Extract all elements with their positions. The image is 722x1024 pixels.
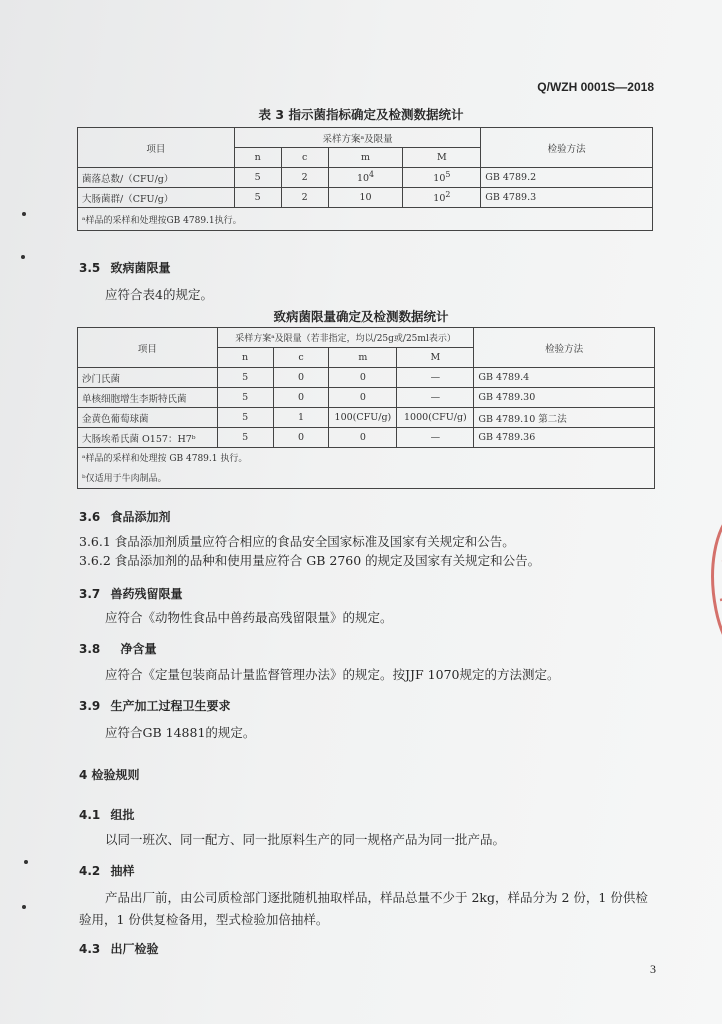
table3-note: ᵃ样品的采样和处理按GB 4789.1执行。 bbox=[78, 208, 653, 231]
table3-M-exp: 2 bbox=[445, 190, 451, 200]
section-number: 4.2 bbox=[79, 864, 101, 878]
table4-header-n: n bbox=[217, 348, 273, 368]
table3-cell-c: 2 bbox=[281, 168, 328, 188]
table3-cell-m bbox=[328, 168, 403, 188]
table3-m-exp: 4 bbox=[369, 170, 375, 180]
table4-cell-item: 金黄色葡萄球菌 bbox=[78, 408, 218, 428]
table4-header-M: M bbox=[397, 348, 474, 368]
red-seal-stamp bbox=[694, 500, 722, 660]
section-3-6-2-text: 3.6.2 食品添加剂的品种和使用量应符合 GB 2760 的规定及国家有关规定和公告。 bbox=[79, 553, 541, 568]
table4 bbox=[77, 327, 655, 489]
section-4-2-heading bbox=[79, 862, 134, 879]
table4-cell-c: 0 bbox=[273, 388, 329, 408]
table4-cell-M: — bbox=[397, 368, 474, 388]
section-number: 4.1 bbox=[79, 808, 101, 822]
table4-cell-M: 1000(CFU/g) bbox=[397, 408, 474, 428]
table3-cell-item: 菌落总数/（CFU/g） bbox=[78, 168, 235, 188]
table4-cell-M: — bbox=[397, 388, 474, 408]
table-row bbox=[78, 428, 655, 448]
table3-cell-item: 大肠菌群/（CFU/g） bbox=[78, 188, 235, 208]
table3-header-item: 项目 bbox=[78, 128, 235, 168]
section-4-3-heading bbox=[79, 940, 158, 957]
table4-note-b: ᵇ仅适用于牛肉制品。 bbox=[78, 466, 655, 489]
table4-cell-n: 5 bbox=[217, 428, 273, 448]
table4-cell-c: 0 bbox=[273, 428, 329, 448]
table4-note-a: ᵃ样品的采样和处理按 GB 4789.1 执行。 bbox=[78, 448, 655, 467]
table4-cell-method: GB 4789.36 bbox=[474, 428, 655, 448]
scan-speck bbox=[21, 255, 25, 259]
table3-cell-n: 5 bbox=[234, 188, 281, 208]
table3-M-base: 10 bbox=[433, 193, 446, 205]
table4-caption: 致病菌限量确定及检测数据统计 bbox=[273, 309, 449, 324]
table3-m-base: 10 bbox=[359, 192, 372, 203]
table4-header-c: c bbox=[273, 348, 329, 368]
table4-cell-M: — bbox=[397, 428, 474, 448]
section-title: 组批 bbox=[110, 808, 135, 822]
table3-M-base: 10 bbox=[433, 173, 446, 185]
table3-m-base: 10 bbox=[356, 173, 370, 185]
table3-cell-c: 2 bbox=[281, 188, 328, 208]
table3-cell-M bbox=[403, 188, 481, 208]
section-3-9-text: 应符合GB 14881的规定。 bbox=[105, 725, 256, 740]
table4-cell-m: 0 bbox=[329, 388, 397, 408]
section-title: 净含量 bbox=[120, 642, 157, 656]
scan-speck bbox=[22, 905, 26, 909]
section-3-6-1-text: 3.6.1 食品添加剂质量应符合相应的食品安全国家标准及国家有关规定和公告。 bbox=[79, 534, 515, 549]
section-number: 4.3 bbox=[79, 942, 101, 956]
section-3-8-heading bbox=[79, 640, 156, 657]
table3-cell-n: 5 bbox=[234, 168, 281, 188]
section-number: 3.5 bbox=[79, 261, 101, 275]
table4-cell-method: GB 4789.30 bbox=[474, 388, 655, 408]
section-number: 3.6 bbox=[79, 510, 101, 524]
table-row bbox=[78, 168, 653, 188]
section-4-2-line1: 产品出厂前，由公司质检部门逐批随机抽取样品，样品总量不少于 2kg，样品分为 2 份，1 份供检 bbox=[105, 890, 648, 905]
section-title: 抽样 bbox=[110, 864, 135, 878]
scan-speck bbox=[22, 212, 26, 216]
section-4-1-text: 以同一班次、同一配方、同一批原料生产的同一规格产品为同一批产品。 bbox=[105, 832, 506, 847]
table-row bbox=[78, 368, 655, 388]
table4-cell-m: 0 bbox=[329, 368, 397, 388]
table4-cell-method: GB 4789.4 bbox=[474, 368, 655, 388]
table4-cell-n: 5 bbox=[217, 388, 273, 408]
standard-code: Q/WZH 0001S—2018 bbox=[537, 80, 654, 94]
section-3-5-heading bbox=[79, 259, 170, 276]
table4-cell-item: 单核细胞增生李斯特氏菌 bbox=[78, 388, 218, 408]
table3-header-m: m bbox=[328, 148, 403, 168]
section-number: 3.9 bbox=[79, 699, 101, 713]
section-3-7-text: 应符合《动物性食品中兽药最高残留限量》的规定。 bbox=[105, 610, 393, 625]
table3-header-c: c bbox=[281, 148, 328, 168]
table4-header-method: 检验方法 bbox=[474, 328, 655, 368]
section-3-7-heading bbox=[79, 585, 182, 602]
page-number: 3 bbox=[650, 962, 656, 976]
table-row bbox=[78, 188, 653, 208]
table4-cell-item: 大肠埃希氏菌 O157：H7ᵇ bbox=[78, 428, 218, 448]
section-4-2-line2: 验用，1 份供复检备用，型式检验加倍抽样。 bbox=[79, 912, 329, 927]
section-number: 3.7 bbox=[79, 587, 101, 601]
section-number: 3.8 bbox=[79, 642, 101, 656]
section-4-heading: 4 检验规则 bbox=[79, 768, 140, 782]
table3-header-M: M bbox=[403, 148, 481, 168]
table3-cell-method: GB 4789.3 bbox=[481, 188, 653, 208]
section-title: 生产加工过程卫生要求 bbox=[110, 699, 231, 713]
table3-cell-method: GB 4789.2 bbox=[481, 168, 653, 188]
table4-cell-m: 100(CFU/g) bbox=[329, 408, 397, 428]
table4-cell-c: 1 bbox=[273, 408, 329, 428]
table3 bbox=[77, 127, 653, 231]
scan-speck bbox=[24, 860, 28, 864]
table4-cell-n: 5 bbox=[217, 408, 273, 428]
section-4-1-heading bbox=[79, 806, 134, 823]
table4-cell-method: GB 4789.10 第二法 bbox=[474, 408, 655, 428]
section-3-8-text: 应符合《定量包装商品计量监督管理办法》的规定。按JJF 1070规定的方法测定。 bbox=[105, 667, 560, 682]
table4-header-item: 项目 bbox=[78, 328, 218, 368]
section-title: 食品添加剂 bbox=[110, 510, 171, 524]
table3-caption: 表 3 指示菌指标确定及检测数据统计 bbox=[258, 107, 464, 122]
table3-cell-m bbox=[328, 188, 403, 208]
table-row bbox=[78, 408, 655, 428]
table4-cell-c: 0 bbox=[273, 368, 329, 388]
section-3-6-heading bbox=[79, 508, 170, 525]
table4-cell-m: 0 bbox=[329, 428, 397, 448]
section-title: 兽药残留限量 bbox=[110, 587, 183, 601]
table3-M-exp: 5 bbox=[445, 170, 451, 180]
table4-header-plan: 采样方案ᵃ及限量（若非指定，均以/25g或/25ml表示） bbox=[217, 328, 474, 348]
section-3-9-heading bbox=[79, 697, 230, 714]
table3-cell-M bbox=[403, 168, 481, 188]
table-row bbox=[78, 388, 655, 408]
table4-cell-n: 5 bbox=[217, 368, 273, 388]
table4-header-m: m bbox=[329, 348, 397, 368]
section-3-5-text: 应符合表4的规定。 bbox=[105, 287, 213, 302]
table3-header-plan: 采样方案ᵃ及限量 bbox=[234, 128, 481, 148]
table4-cell-item: 沙门氏菌 bbox=[78, 368, 218, 388]
table3-header-method: 检验方法 bbox=[481, 128, 653, 168]
section-title: 出厂检验 bbox=[110, 942, 159, 956]
section-title: 致病菌限量 bbox=[110, 261, 171, 275]
table3-header-n: n bbox=[234, 148, 281, 168]
